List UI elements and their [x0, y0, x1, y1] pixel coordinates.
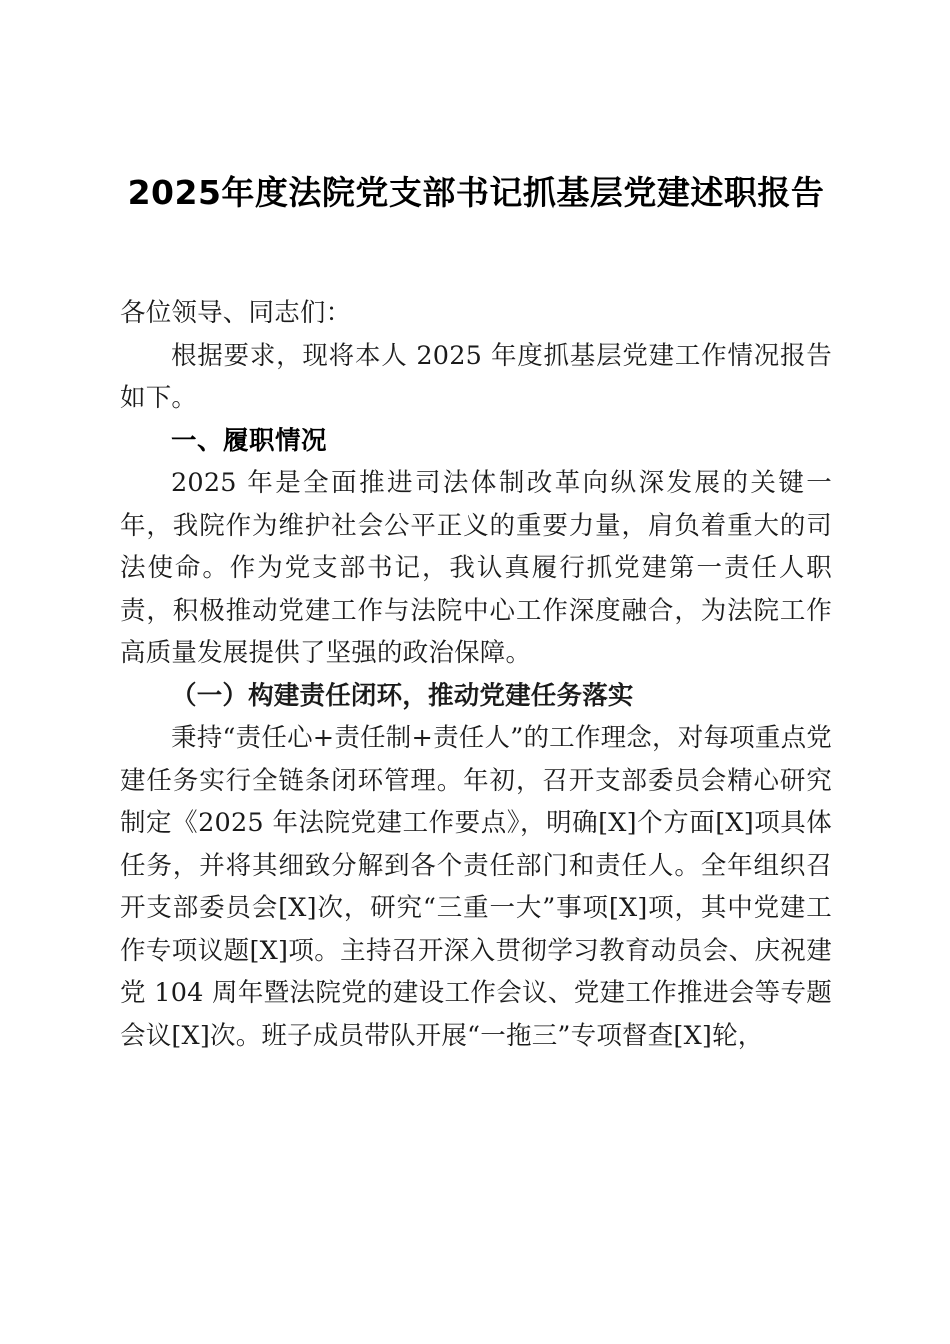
page-title: 2025年度法院党支部书记抓基层党建述职报告 [127, 173, 825, 212]
subsection-1-1-paragraph-1: 秉持“责任心+责任制+责任人”的工作理念，对每项重点党建任务实行全链条闭环管理。年初，召开支部委员会精心研究制定《2025 年法院党建工作要点》，明确[X]个方面[X]项具体任务，并将其细致分解到各个责任部门和责任人。全年组织召开支部委员会[X]次，研究“三重一大”事项[X]项，其中党建工作专项议题[X]项。主持召开深入贯彻学习教育动员会、庆祝建党 104 周年暨法院党的建设工作会议、党建工作推进会等专题会议[X]次。班子成员带队开展“一拖三”专项督查[X]轮， [120, 723, 832, 1051]
section-heading-1: 一、履职情况 [171, 425, 328, 456]
intro-paragraph: 根据要求，现将本人 2025 年度抓基层党建工作情况报告如下。 [120, 340, 832, 413]
salutation: 各位领导、同志们： [120, 298, 352, 328]
subsection-heading-1-1: （一）构建责任闭环，推动党建任务落实 [171, 680, 634, 711]
page-content [120, 0, 832, 1057]
section-1-paragraph-1: 2025 年是全面推进司法体制改革向纵深发展的关键一年，我院作为维护社会公平正义的重要力量，肩负着重大的司法使命。作为党支部书记，我认真履行抓党建第一责任人职责，积极推动党建工作与法院中心工作深度融合，为法院工作高质量发展提供了坚强的政治保障。 [120, 468, 832, 668]
document-body [120, 292, 832, 1057]
